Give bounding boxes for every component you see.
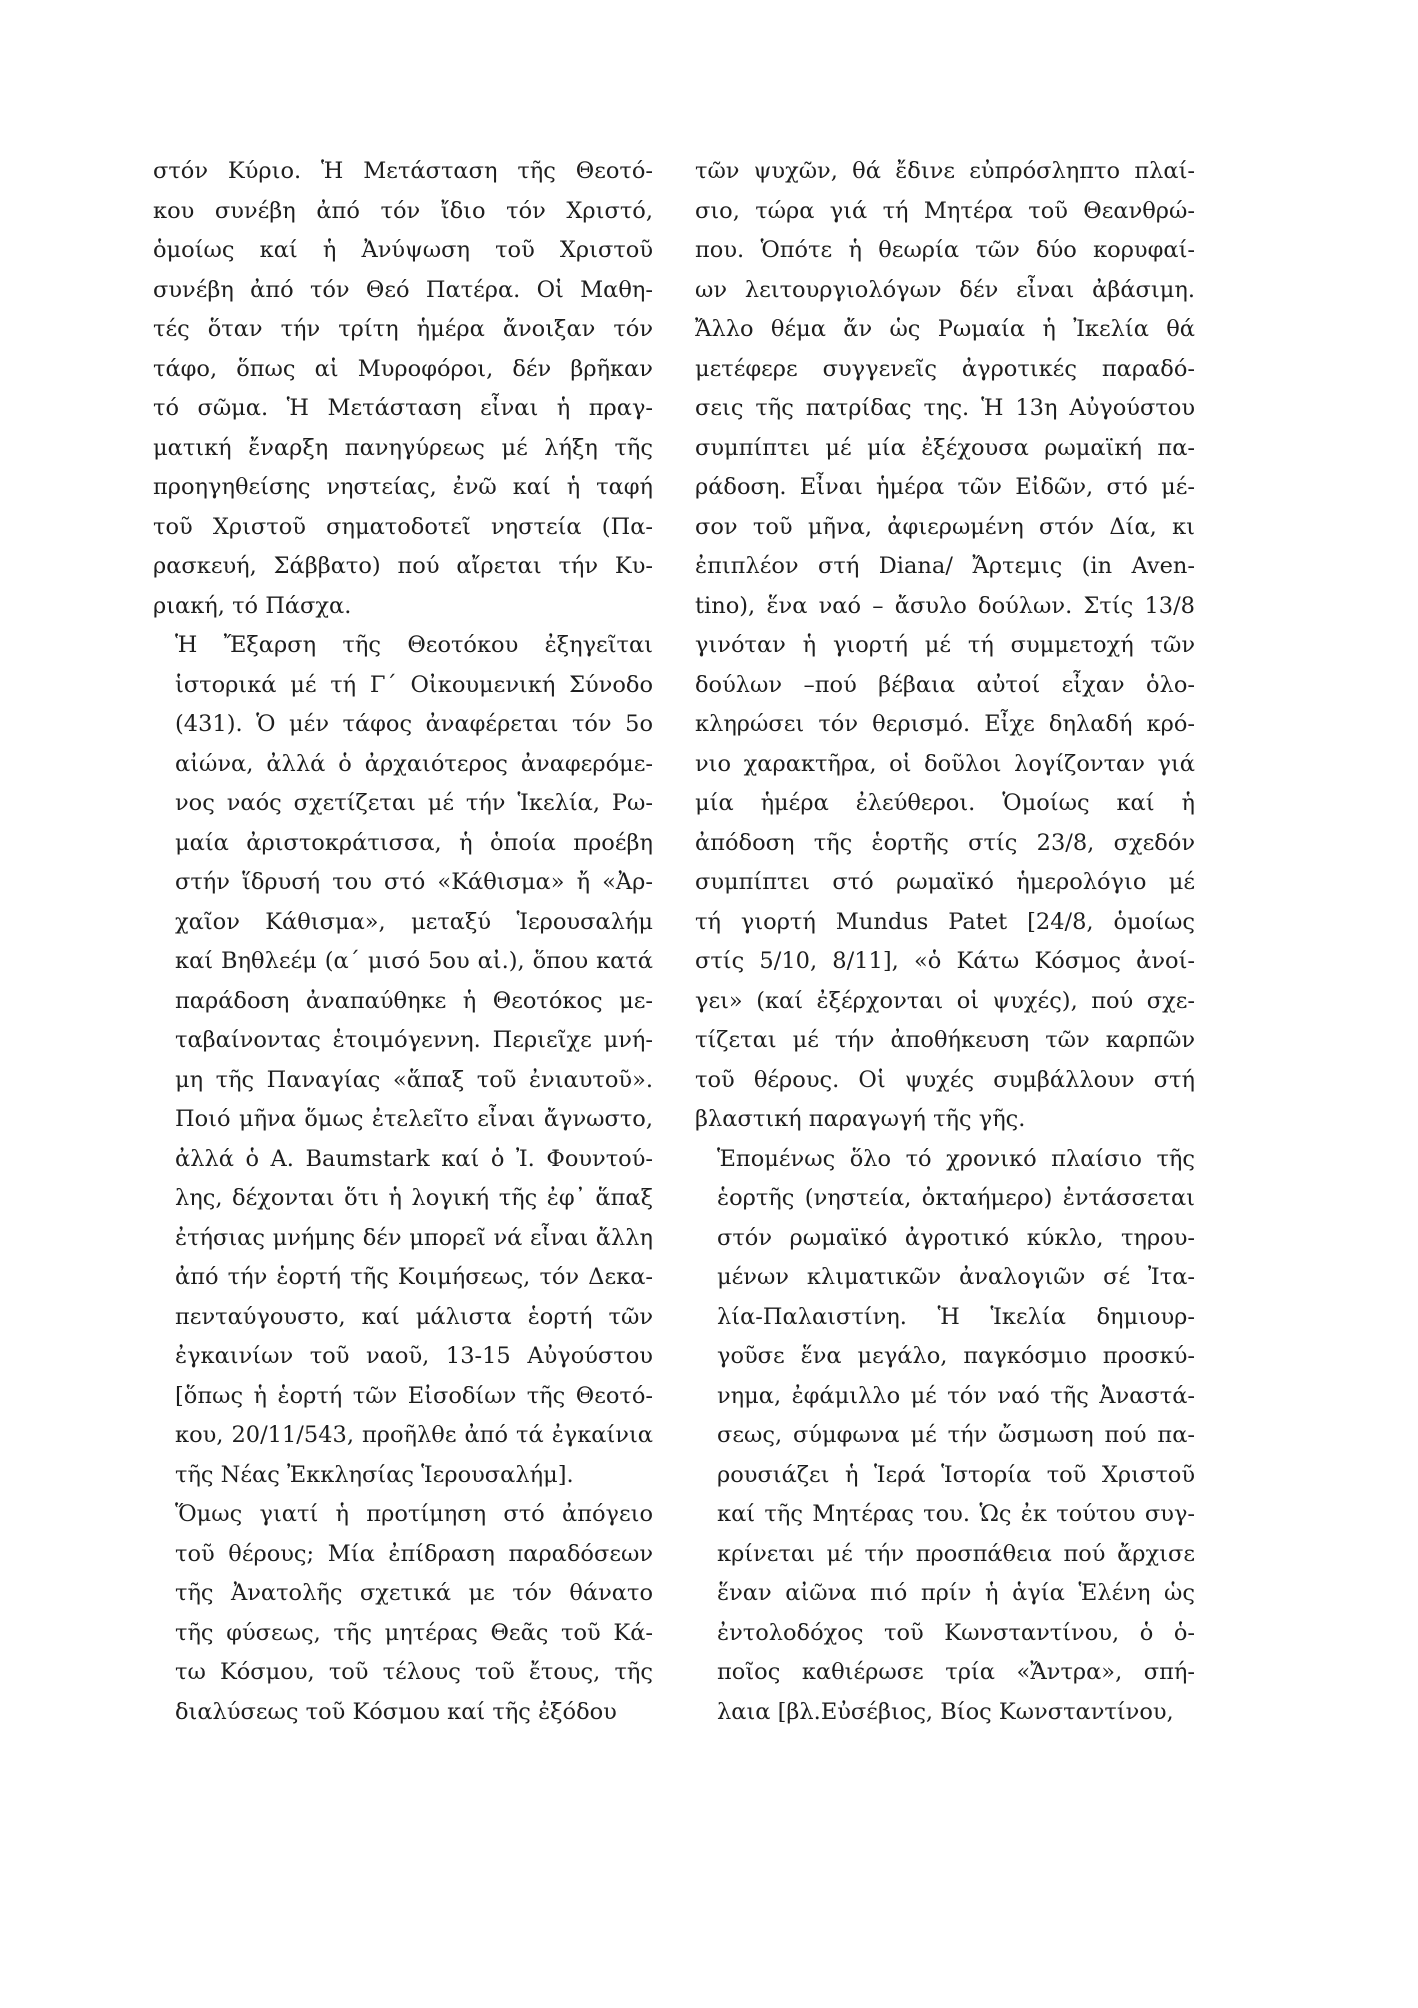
text-line: τοῦ Χριστοῦ σηματοδοτεῖ νηστεία (Πα-: [153, 513, 653, 540]
text-line: παράδοση ἀναπαύθηκε ἡ Θεοτόκος με-: [175, 987, 653, 1014]
text-line: ρουσιάζει ἡ Ἱερά Ἱστορία τοῦ Χριστοῦ: [717, 1461, 1195, 1488]
text-line: αἰώνα, ἀλλά ὁ ἀρχαιότερος ἀναφερόμε-: [175, 750, 653, 777]
left-text-column: [153, 152, 653, 1732]
text-line: μαία ἀριστοκράτισσα, ἡ ὁποία προέβη: [175, 829, 653, 856]
text-line: σον τοῦ μῆνα, ἀφιερωμένη στόν Δία, κι: [695, 513, 1195, 540]
text-line: τίζεται μέ τήν ἀποθήκευση τῶν καρπῶν: [695, 1027, 1195, 1053]
text-line: Ἄλλο θέμα ἄν ὡς Ρωμαία ἡ Ἰκελία θά: [695, 316, 1195, 342]
text-line: συμπίπτει στό ρωμαϊκό ἡμερολόγιο μέ: [695, 869, 1195, 895]
text-line: καί Βηθλεέμ (α΄ μισό 5ου αἰ.), ὅπου κατά: [175, 948, 653, 974]
text-line: στίς 5/10, 8/11], «ὁ Κάτω Κόσμος ἀνοί-: [695, 948, 1195, 974]
text-line: διαλύσεως τοῦ Κόσμου καί τῆς ἐξόδου: [175, 1698, 617, 1725]
text-line: ματική ἔναρξη πανηγύρεως μέ λήξη τῆς: [153, 434, 653, 461]
text-line: δούλων –πού βέβαια αὐτοί εἶχαν ὁλο-: [695, 671, 1195, 698]
text-line: στήν ἵδρυσή του στό «Κάθισμα» ἤ «Ἀρ-: [175, 869, 653, 895]
paragraph: [153, 1495, 653, 1732]
text-line: προηγηθείσης νηστείας, ἐνῶ καί ἡ ταφή: [153, 474, 653, 500]
text-line: ὁμοίως καί ἡ Ἀνύψωση τοῦ Χριστοῦ: [153, 237, 653, 263]
text-line: τῆς Ἀνατολῆς σχετικά με τόν θάνατο: [175, 1580, 653, 1606]
text-line: ἐτήσιας μνήμης δέν μπορεῖ νά εἶναι ἄλλη: [175, 1224, 653, 1251]
text-line: τω Κόσμου, τοῦ τέλους τοῦ ἔτους, τῆς: [175, 1659, 653, 1685]
paragraph: [153, 152, 653, 626]
text-line: μένων κλιματικῶν ἀναλογιῶν σέ Ἰτα-: [717, 1264, 1195, 1290]
text-line: μετέφερε συγγενεῖς ἀγροτικές παραδό-: [695, 355, 1195, 382]
text-line: καί τῆς Μητέρας του. Ὡς ἐκ τούτου συγ-: [717, 1501, 1195, 1527]
text-line: κου, 20/11/543, προῆλθε ἀπό τά ἐγκαίνια: [175, 1422, 653, 1448]
text-line: χαῖον Κάθισμα», μεταξύ Ἱερουσαλήμ: [175, 908, 653, 935]
text-line: ἐντολοδόχος τοῦ Κωνσταντίνου, ὁ ὁ-: [717, 1619, 1195, 1646]
text-line: λης, δέχονται ὅτι ἡ λογική τῆς ἐφ᾽ ἅπαξ: [175, 1185, 653, 1211]
text-line: τῶν ψυχῶν, θά ἔδινε εὐπρόσληπτο πλαί-: [695, 158, 1195, 184]
text-line: συνέβη ἀπό τόν Θεό Πατέρα. Οἱ Μαθη-: [153, 276, 653, 303]
text-line: tino), ἕνα ναό – ἄσυλο δούλων. Στίς 13/8: [695, 592, 1195, 619]
text-line: μη τῆς Παναγίας «ἅπαξ τοῦ ἐνιαυτοῦ».: [175, 1066, 653, 1093]
text-line: ἀπόδοση τῆς ἑορτῆς στίς 23/8, σχεδόν: [695, 829, 1195, 856]
text-line: πενταύγουστο, καί μάλιστα ἑορτή τῶν: [175, 1303, 653, 1330]
text-line: ρασκευή, Σάββατο) πού αἴρεται τήν Κυ-: [153, 553, 653, 579]
text-line: νημα, ἐφάμιλλο μέ τόν ναό τῆς Ἀναστά-: [717, 1382, 1195, 1409]
text-line: κρίνεται μέ τήν προσπάθεια πού ἄρχισε: [717, 1540, 1195, 1567]
text-line: νιο χαρακτῆρα, οἱ δοῦλοι λογίζονταν γιά: [695, 750, 1195, 777]
text-line: βλαστική παραγωγή τῆς γῆς.: [695, 1106, 1026, 1132]
text-line: γει» (καί ἐξέρχονται οἱ ψυχές), πού σχε-: [695, 987, 1195, 1014]
text-line: Ἡ Ἔξαρση τῆς Θεοτόκου ἐξηγεῖται: [175, 632, 653, 658]
text-line: ἑορτῆς (νηστεία, ὀκταήμερο) ἐντάσσεται: [717, 1185, 1195, 1211]
text-line: [ὅπως ἡ ἑορτή τῶν Εἰσοδίων τῆς Θεοτό-: [175, 1382, 653, 1409]
text-line: σιο, τώρα γιά τή Μητέρα τοῦ Θεανθρώ-: [695, 197, 1195, 224]
text-line: λαια [βλ.Εὐσέβιος, Βίος Κωνσταντίνου,: [717, 1698, 1174, 1725]
text-line: τοῦ θέρους. Οἱ ψυχές συμβάλλουν στή: [695, 1066, 1195, 1093]
text-line: τό σῶμα. Ἡ Μετάσταση εἶναι ἡ πραγ-: [153, 395, 653, 421]
text-line: (431). Ὁ μέν τάφος ἀναφέρεται τόν 5ο: [175, 711, 653, 737]
text-line: μία ἡμέρα ἐλεύθεροι. Ὁμοίως καί ἡ: [695, 790, 1195, 816]
text-line: γοῦσε ἕνα μεγάλο, παγκόσμιο προσκύ-: [717, 1343, 1195, 1369]
text-line: ἕναν αἰῶνα πιό πρίν ἡ ἁγία Ἑλένη ὡς: [717, 1580, 1195, 1606]
text-line: τή γιορτή Mundus Patet [24/8, ὁμοίως: [695, 908, 1195, 935]
text-line: Ποιό μῆνα ὅμως ἐτελεῖτο εἶναι ἄγνωστο,: [175, 1106, 653, 1132]
right-text-column: [695, 152, 1195, 1732]
paragraph: [695, 152, 1195, 1140]
text-line: τῆς Νέας Ἐκκλησίας Ἱερουσαλήμ].: [175, 1461, 574, 1488]
paragraph: [153, 626, 653, 1495]
text-line: τῆς φύσεως, τῆς μητέρας Θεᾶς τοῦ Κά-: [175, 1619, 653, 1646]
text-line: ων λειτουργιολόγων δέν εἶναι ἀβάσιμη.: [695, 276, 1195, 303]
text-line: Ὅμως γιατί ἡ προτίμηση στό ἀπόγειο: [175, 1501, 653, 1527]
paragraph: [695, 1140, 1195, 1733]
text-line: κληρώσει τόν θερισμό. Εἶχε δηλαδή κρό-: [695, 711, 1195, 737]
text-line: ράδοση. Εἶναι ἡμέρα τῶν Εἰδῶν, στό μέ-: [695, 474, 1195, 500]
text-line: σεως, σύμφωνα μέ τήν ὤσμωση πού πα-: [717, 1422, 1195, 1448]
text-line: ἀλλά ὁ Α. Baumstark καί ὁ Ἰ. Φουντού-: [175, 1145, 653, 1172]
text-line: γινόταν ἡ γιορτή μέ τή συμμετοχή τῶν: [695, 632, 1195, 658]
text-line: ἐπιπλέον στή Diana/ Ἄρτεμις (in Aven-: [695, 553, 1195, 579]
text-line: στόν Κύριο. Ἡ Μετάσταση τῆς Θεοτό-: [153, 158, 653, 184]
text-line: ριακή, τό Πάσχα.: [153, 592, 352, 619]
text-line: Ἑπομένως ὅλο τό χρονικό πλαίσιο τῆς: [717, 1145, 1195, 1172]
text-line: στόν ρωμαϊκό ἀγροτικό κύκλο, τηρου-: [717, 1224, 1195, 1251]
text-line: τές ὅταν τήν τρίτη ἡμέρα ἄνοιξαν τόν: [153, 316, 653, 342]
text-line: λία-Παλαιστίνη. Ἡ Ἱκελία δημιουρ-: [717, 1303, 1195, 1330]
text-line: συμπίπτει μέ μία ἐξέχουσα ρωμαϊκή πα-: [695, 434, 1195, 461]
text-line: ἱστορικά μέ τή Γ΄ Οἰκουμενική Σύνοδο: [175, 671, 653, 698]
text-line: τάφο, ὅπως αἱ Μυροφόροι, δέν βρῆκαν: [153, 355, 653, 382]
text-line: που. Ὁπότε ἡ θεωρία τῶν δύο κορυφαί-: [695, 237, 1195, 263]
text-line: ταβαίνοντας ἑτοιμόγεννη. Περιεῖχε μνή-: [175, 1027, 653, 1053]
text-line: τοῦ θέρους; Μία ἐπίδραση παραδόσεων: [175, 1540, 653, 1567]
text-line: ἀπό τήν ἑορτή τῆς Κοιμήσεως, τόν Δεκα-: [175, 1264, 653, 1290]
text-line: σεις τῆς πατρίδας της. Ἡ 13η Αὐγούστου: [695, 395, 1195, 421]
text-line: ποῖος καθιέρωσε τρία «Ἄντρα», σπή-: [717, 1659, 1195, 1685]
text-line: νος ναός σχετίζεται μέ τήν Ἱκελία, Ρω-: [175, 790, 653, 816]
text-line: κου συνέβη ἀπό τόν ἴδιο τόν Χριστό,: [153, 197, 653, 224]
text-line: ἐγκαινίων τοῦ ναοῦ, 13-15 Αὐγούστου: [175, 1343, 653, 1369]
